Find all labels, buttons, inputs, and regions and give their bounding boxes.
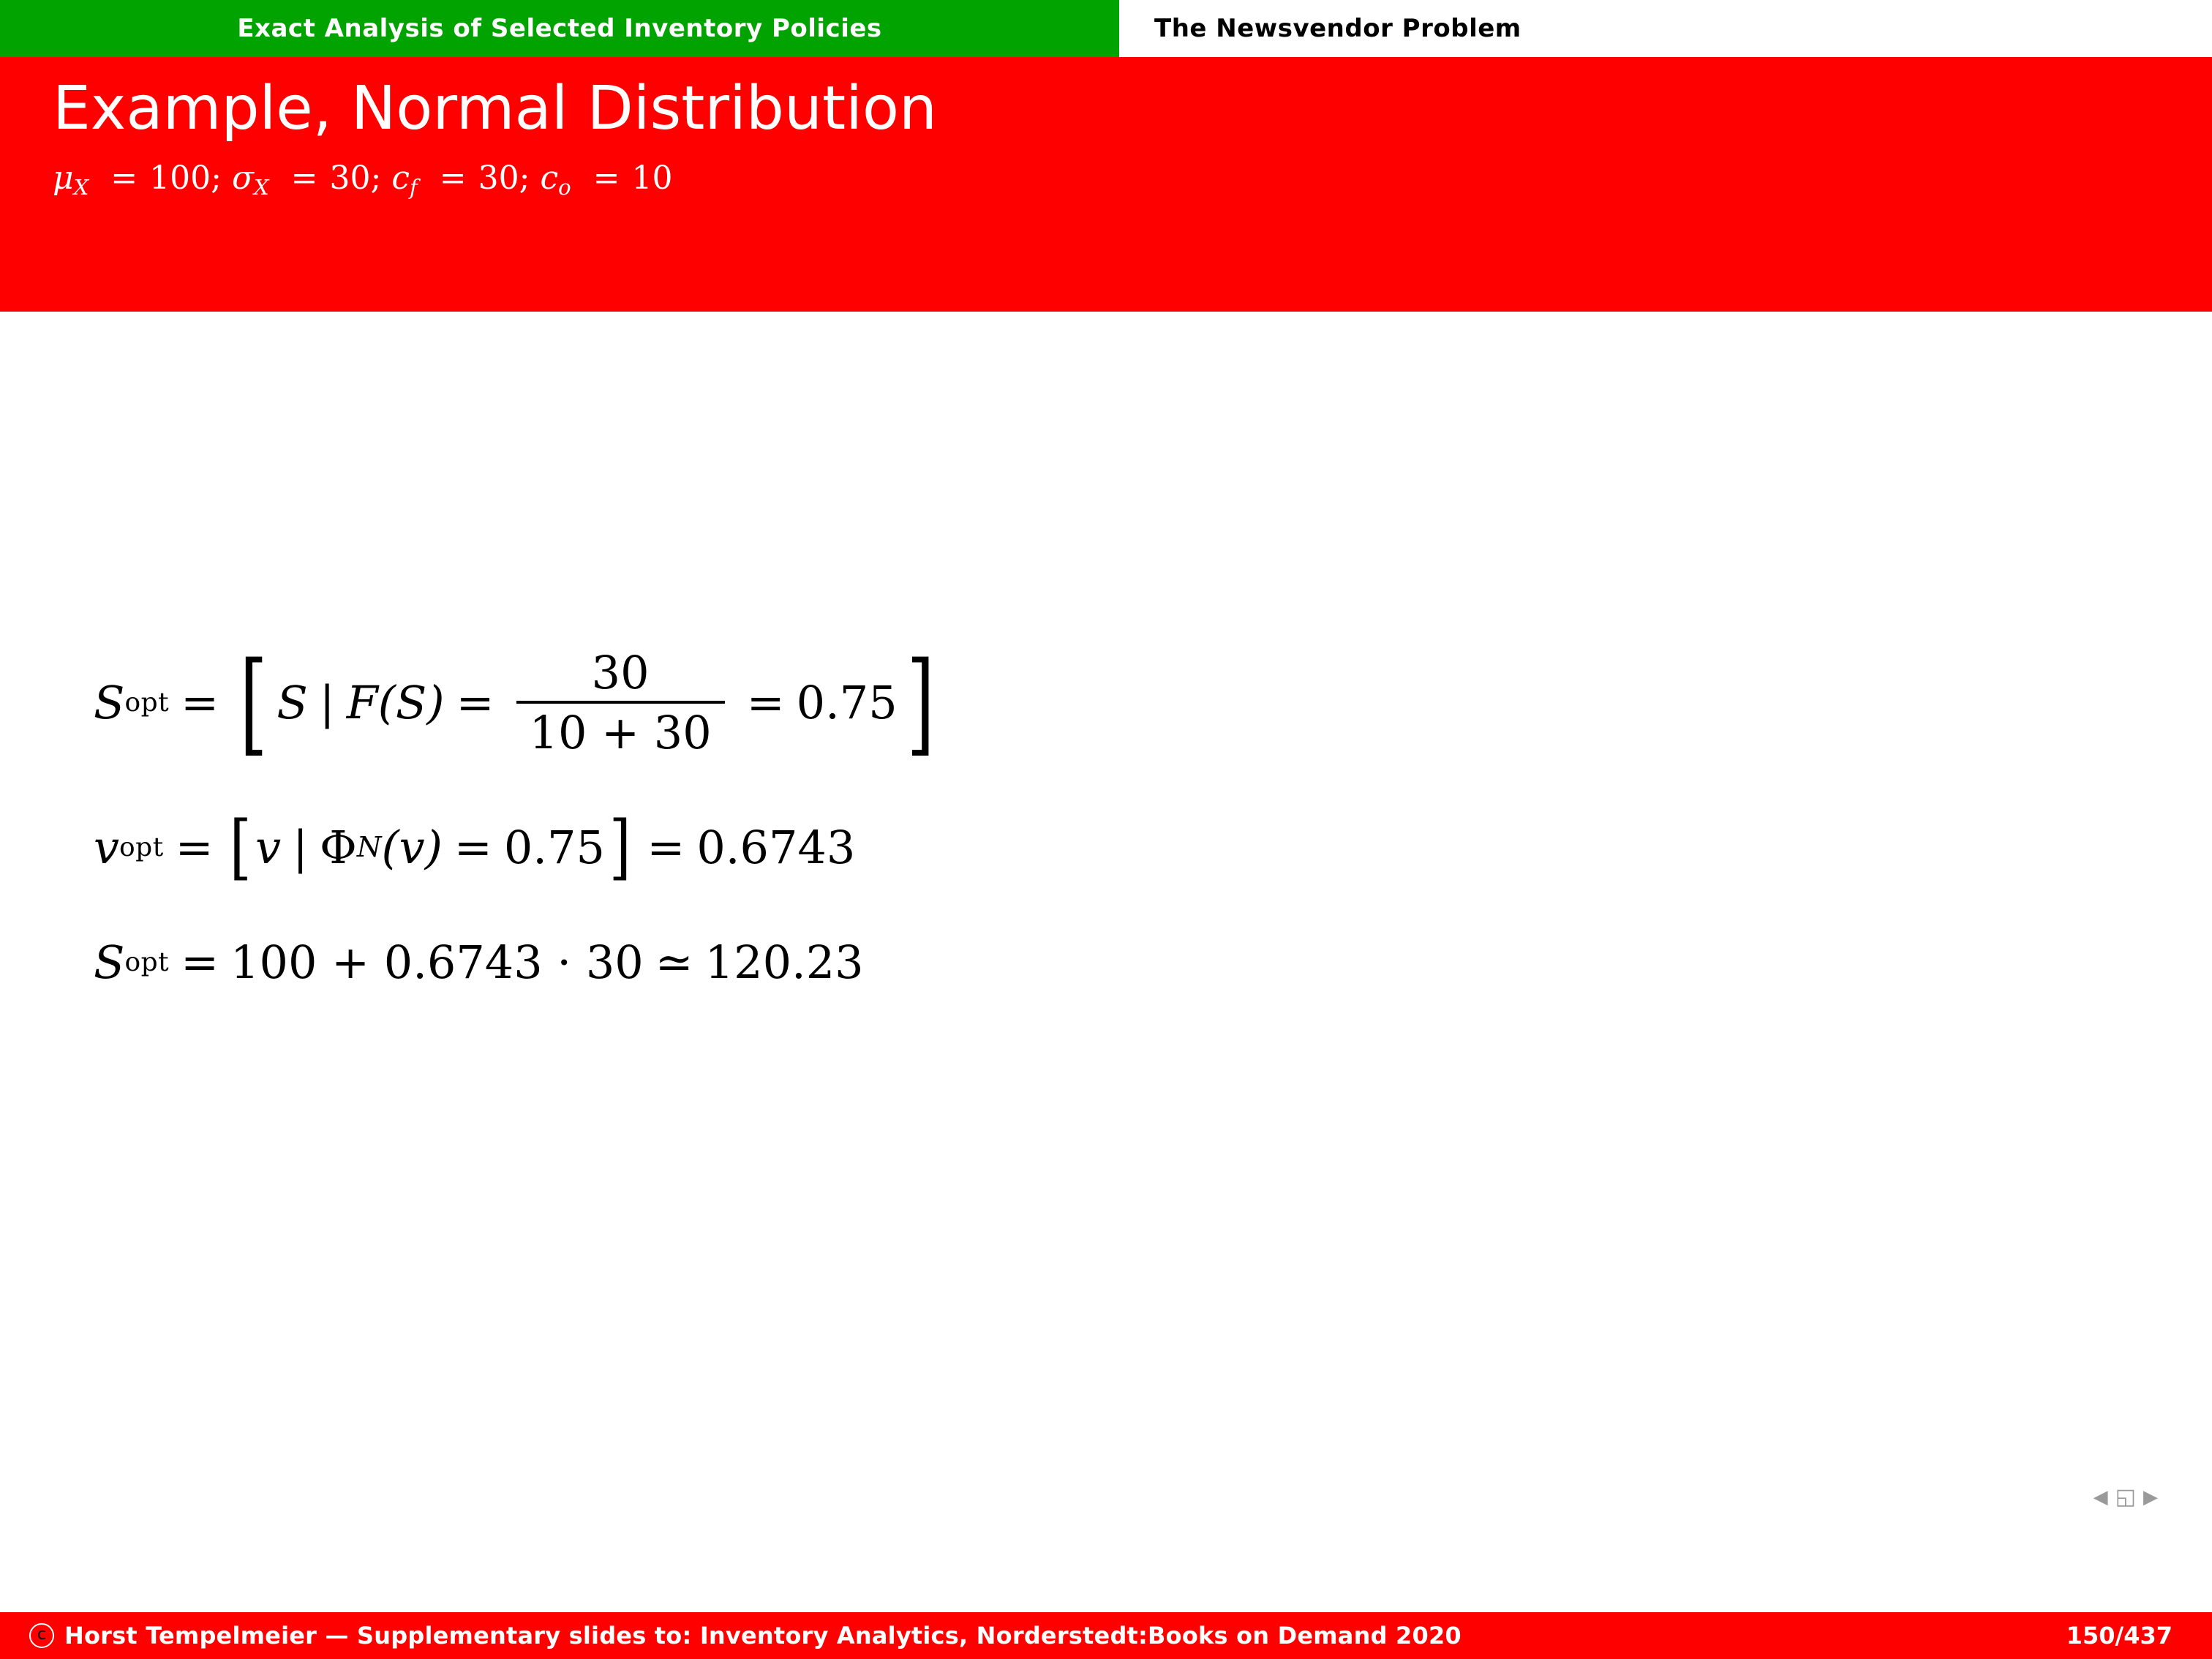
eq2-such-that-bar: | xyxy=(293,821,309,875)
equation-vopt-definition xyxy=(94,806,944,889)
math-block xyxy=(94,638,944,990)
eq2-result-value: 0.6743 xyxy=(696,821,856,875)
previous-slide-icon[interactable]: ◀ xyxy=(2093,1486,2108,1508)
eq1-lhs-symbol: S xyxy=(94,676,125,730)
eq3-approx-symbol: ≃ xyxy=(655,936,693,990)
cf-value: 30 xyxy=(478,159,519,198)
equation-sopt-definition xyxy=(94,638,944,768)
mu-value: 100 xyxy=(149,159,211,198)
subsection-tab[interactable] xyxy=(1119,0,2212,57)
eq3-lhs-subscript: opt xyxy=(124,947,170,978)
mu-subscript: X xyxy=(73,175,89,200)
eq1-cdf-argument: (S) xyxy=(377,676,445,730)
slide-navigation-widget[interactable] xyxy=(2094,1486,2158,1508)
eq1-such-that-bar: | xyxy=(319,676,335,730)
eq1-cdf-symbol: F xyxy=(346,676,378,730)
equation-sopt-result xyxy=(94,938,944,988)
eq1-lhs-subscript: opt xyxy=(124,688,170,718)
footer-bar xyxy=(0,1612,2212,1659)
eq2-equals-2: = xyxy=(454,821,492,875)
page-number: 150/437 xyxy=(2066,1622,2172,1649)
eq2-equals-3: = xyxy=(647,821,685,875)
eq2-equals: = xyxy=(175,821,214,875)
co-subscript: o xyxy=(558,175,571,200)
page-title: Example, Normal Distribution xyxy=(53,74,938,143)
eq3-result-value: 120.23 xyxy=(704,936,864,990)
eq1-equals-3: = xyxy=(746,676,785,730)
next-slide-icon[interactable]: ▶ xyxy=(2143,1486,2158,1508)
copyright-icon: c xyxy=(29,1623,54,1648)
slide-content xyxy=(0,312,2212,1584)
eq1-equals-2: = xyxy=(456,676,494,730)
section-tab-active[interactable] xyxy=(0,0,1119,57)
eq1-denominator: 10 + 30 xyxy=(529,706,712,760)
eq3-equals: = xyxy=(181,936,219,990)
eq1-ratio-value: 0.75 xyxy=(796,676,898,730)
sigma-subscript: X xyxy=(254,175,269,200)
eq2-lhs-symbol: v xyxy=(94,821,120,875)
cf-subscript: f xyxy=(410,175,418,200)
sigma-value: 30 xyxy=(329,159,371,198)
eq1-equals: = xyxy=(181,676,219,730)
co-symbol: c xyxy=(540,159,559,198)
title-band xyxy=(0,57,2212,312)
eq3-lhs-symbol: S xyxy=(94,936,125,990)
co-value: 10 xyxy=(631,159,673,198)
footer-text: Horst Tempelmeier — Supplementary slides to: Inventory Analytics, Norderstedt:Books on Demand 2020 xyxy=(64,1622,1462,1649)
eq1-set-variable: S xyxy=(276,676,308,730)
eq3-expression: 100 + 0.6743 · 30 xyxy=(230,936,644,990)
top-navigation-bar xyxy=(0,0,2212,57)
eq2-phi-subscript: N xyxy=(356,831,382,865)
subsection-tab-label: The Newsvendor Problem xyxy=(1154,14,1521,43)
eq1-fraction xyxy=(516,648,725,758)
eq2-inner-value: 0.75 xyxy=(503,821,605,875)
eq1-close-bracket: ] xyxy=(906,638,935,768)
eq1-open-bracket: [ xyxy=(239,638,268,768)
cf-symbol: c xyxy=(391,159,410,198)
section-tab-label: Exact Analysis of Selected Inventory Policies xyxy=(237,14,882,43)
eq1-numerator: 30 xyxy=(591,646,650,699)
eq2-set-variable: v xyxy=(255,821,282,875)
slide-frames-icon[interactable]: ◱ xyxy=(2115,1484,2136,1510)
eq2-phi-argument: (v) xyxy=(381,821,443,875)
eq2-open-bracket: [ xyxy=(229,806,252,889)
eq2-lhs-subscript: opt xyxy=(119,832,164,863)
sigma-symbol: σ xyxy=(231,159,254,198)
eq2-close-bracket: ] xyxy=(609,806,631,889)
mu-symbol: μ xyxy=(53,159,74,198)
parameter-line: $\mu_X = 100$; $\sigma_X = 30$; $c_f = 30$; $c_o = 10$ xyxy=(53,159,673,200)
eq2-phi-symbol: Φ xyxy=(320,821,357,875)
